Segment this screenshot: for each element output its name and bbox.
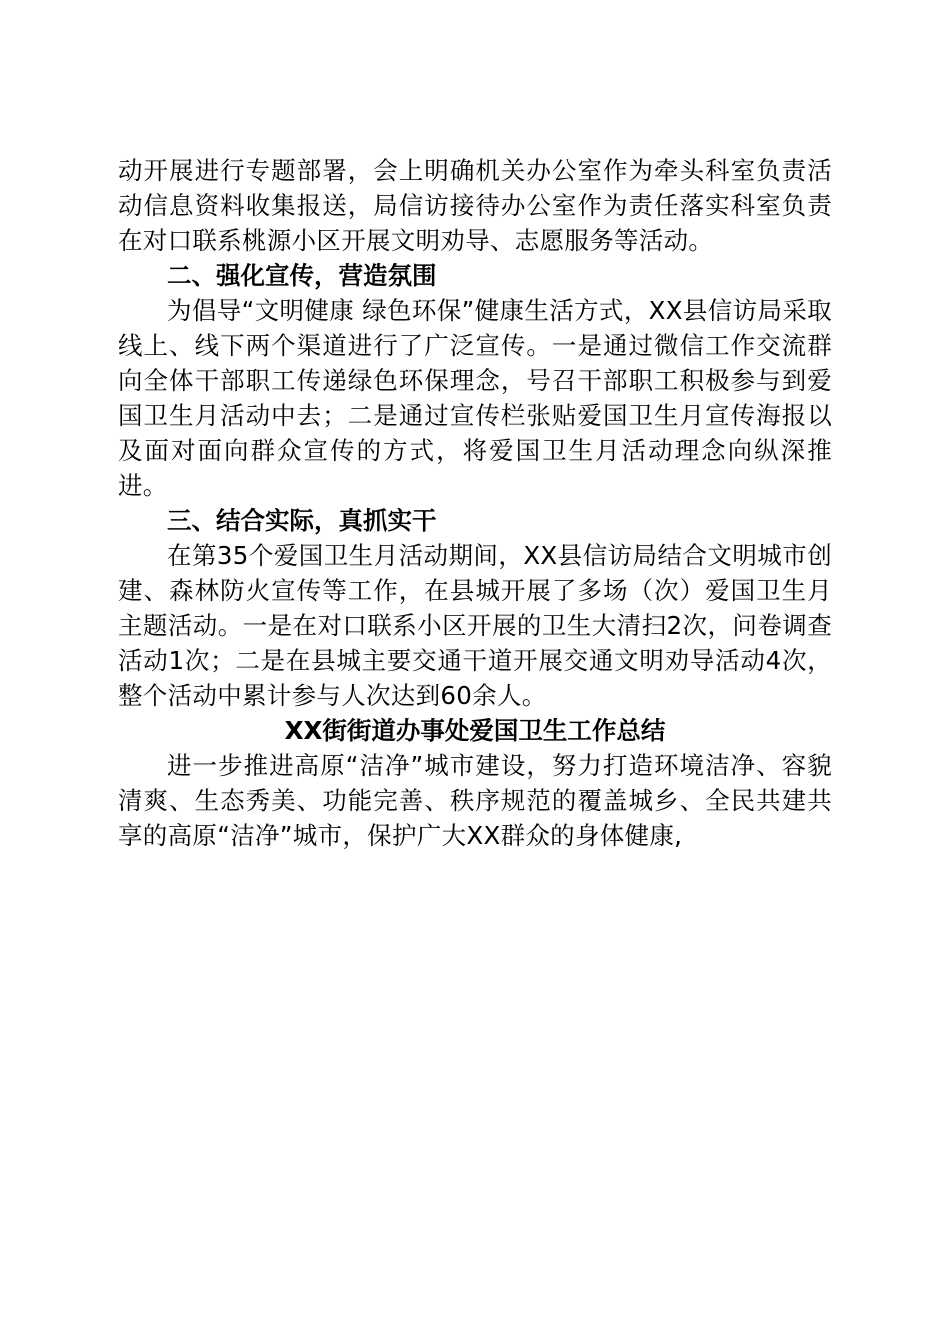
paragraph-intro: 进一步推进高原“洁净”城市建设，努力打造环境洁净、容貌清爽、生态秀美、功能完善、秩序规范的覆盖城乡、全民共建共享的高原“洁净”城市，保护广大XX群众的身体健康, xyxy=(118,751,832,850)
paragraph-publicity: 为倡导“文明健康 绿色环保”健康生活方式，XX县信访局采取线上、线下两个渠道进行了广泛宣传。一是通过微信工作交流群向全体干部职工传递绿色环保理念，号召干部职工积极参与到爱国卫生月活动中去；二是通过宣传栏张贴爱国卫生月宣传海报以及面对面向群众宣传的方式，将爱国卫生月活动理念向纵深推进。 xyxy=(118,296,832,500)
document-body xyxy=(118,153,832,853)
document-title: XX街街道办事处爱国卫生工作总结 xyxy=(284,716,666,745)
paragraph-continuation: 动开展进行专题部署，会上明确机关办公室作为牵头科室负责活动信息资料收集报送，局信访接待办公室作为责任落实科室负责在对口联系桃源小区开展文明劝导、志愿服务等活动。 xyxy=(118,156,832,255)
section-heading-2: 二、强化宣传，营造氛围 xyxy=(167,261,437,290)
section-heading-3: 三、结合实际，真抓实干 xyxy=(167,506,437,535)
paragraph-practice: 在第35个爱国卫生月活动期间，XX县信访局结合文明城市创建、森林防火宣传等工作，在县城开展了多场（次）爱国卫生月主题活动。一是在对口联系小区开展的卫生大清扫2次，问卷调查活动1次；二是在县城主要交通干道开展交通文明劝导活动4次，整个活动中累计参与人次达到60余人。 xyxy=(118,541,832,710)
